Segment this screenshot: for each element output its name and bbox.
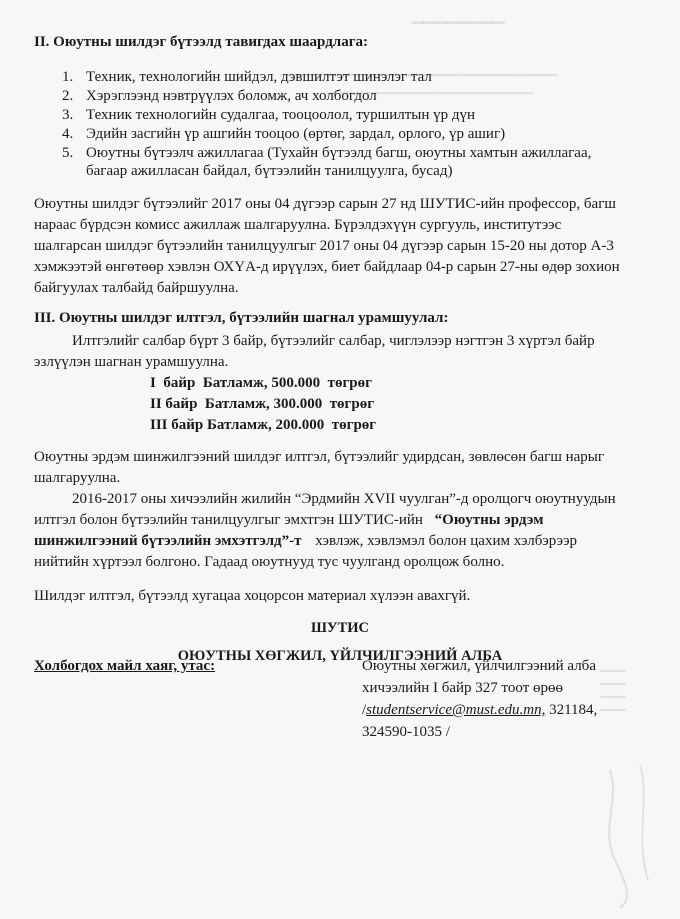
paragraph-line: эзлүүлэн шагнан урамшуулна.	[34, 354, 229, 370]
paragraph-text: хэвлэж, хэвлэмэл болон цахим хэлбэрээр	[315, 533, 578, 549]
list-text: Техник, технологийн шийдэл, дэвшилтэт шинэлэг тал	[86, 69, 432, 85]
list-number: 3.	[62, 107, 74, 123]
contact-text: /	[362, 702, 367, 718]
collection-title: шинжилгээний бүтээлийн эмхэтгэлд”-т	[34, 533, 302, 549]
list-number: 5.	[62, 145, 74, 161]
list-number: 1.	[62, 69, 74, 85]
contact-line: Оюутны хөгжил, үйлчилгээний алба	[362, 658, 596, 674]
paragraph-line	[34, 512, 543, 529]
paragraph-line: шалгарсан шилдэг бүтээлийн танилцуулгыг 2017 оны 04 дүгээр сарын 15-20 ны дотор А-3	[34, 238, 614, 254]
paragraph-text: илтгэл болон бүтээлийн танилцуулгыг эмхтгэн ШУТИС-ийн	[34, 512, 423, 528]
section-3-heading: III. Оюутны шилдэг илтгэл, бүтээлийн шагнал урамшуулал:	[34, 310, 449, 326]
bleed-through: ▁▁▁ ▁▁▁ ▁▁▁ ▁▁▁	[600, 660, 626, 711]
section-2-heading: II. Оюутны шилдэг бүтээлд тавигдах шаардлага:	[34, 34, 369, 50]
org-name: ШУТИС	[311, 620, 369, 636]
paragraph-line: Илтгэлийг салбар бүрт 3 байр, бүтээлийг салбар, чиглэлээр нэгтгэн 3 хүртэл байр	[72, 333, 595, 349]
paragraph-line: Оюутны эрдэм шинжилгээний шилдэг илтгэл, бүтээлийг удирдсан, зөвлөсөн багш нарыг	[34, 449, 605, 465]
bleed-through: ▁▁▁▁▁▁▁▁▁▁▁▁▁▁▁▁▁▁▁▁▁▁	[330, 80, 534, 94]
paragraph-line: байгуулах талбайд байршуулна.	[34, 280, 239, 296]
collection-title: “Оюутны эрдэм	[434, 512, 544, 528]
list-text: Техник технологийн судалгаа, тооцоолол, туршилтын үр дүн	[86, 107, 476, 123]
email-link[interactable]: studentservice@must.edu.mn,	[366, 702, 546, 718]
paragraph-line: Оюутны шилдэг бүтээлийг 2017 оны 04 дүгээр сарын 27 нд ШУТИС-ийн профессор, багш	[34, 196, 616, 212]
list-text: Оюутны бүтээлч ажиллагаа (Тухайн бүтээлд багш, оюутны хамтын ажиллагаа,	[86, 145, 592, 161]
contact-line: 324590-1035 /	[362, 724, 450, 740]
phone-number: 321184,	[545, 702, 598, 718]
bleed-through: ▁▁▁▁▁▁▁▁	[412, 8, 505, 24]
prize-line: III байр Батламж, 200.000 төгрөг	[150, 417, 377, 433]
prize-line: II байр Батламж, 300.000 төгрөг	[150, 396, 375, 412]
list-item-continuation: багаар ажилласан байдал, бүтээлийн танилцуулга, бусад)	[86, 163, 453, 179]
prize-line: I байр Батламж, 500.000 төгрөг	[150, 375, 372, 391]
bleed-through-scribble	[590, 760, 670, 910]
bleed-through: ▁▁▁▁▁▁▁▁▁▁▁▁▁▁▁▁▁▁▁▁▁▁▁▁▁▁▁▁▁▁	[280, 62, 557, 76]
contact-line: хичээлийн I байр 327 тоот өрөө	[362, 680, 564, 696]
paragraph-line: хэмжээтэй өнгөтөөр хэвлэн ОХҮА-д ирүүлэх, биет байдлаар 04-р сарын 27-ны өдөр зохион	[34, 259, 620, 275]
list-text: Хэрэглээнд нэвтрүүлэх боломж, ач холбогдол	[86, 88, 377, 104]
list-number: 2.	[62, 88, 74, 104]
paragraph-line	[34, 533, 577, 550]
contact-line	[362, 702, 597, 719]
contact-label: Холбогдох майл хаяг, утас:	[34, 658, 216, 674]
paragraph-line: нийтийн хүртээл болгоно. Гадаад оюутнууд тус чуулганд оролцож болно.	[34, 554, 505, 570]
paragraph-line: Шилдэг илтгэл, бүтээлд хугацаа хоцорсон материал хүлээн авахгүй.	[34, 588, 471, 604]
list-text: Эдийн засгийн үр ашгийн тооцоо (өртөг, зардал, орлого, үр ашиг)	[86, 126, 506, 142]
paragraph-line: шалгаруулна.	[34, 470, 121, 486]
paragraph-line: 2016-2017 оны хичээлийн жилийн “Эрдмийн XVII чуулган”-д оролцогч оюутнуудын	[72, 491, 616, 507]
list-number: 4.	[62, 126, 74, 142]
paragraph-line: нараас бүрдсэн комисс ажиллаж шалгаруулна. Бүрэлдэхүүн сургууль, институтээс	[34, 217, 562, 233]
department-name: ОЮУТНЫ ХӨГЖИЛ, ҮЙЛЧИЛГЭЭНИЙ АЛБА	[177, 648, 503, 664]
